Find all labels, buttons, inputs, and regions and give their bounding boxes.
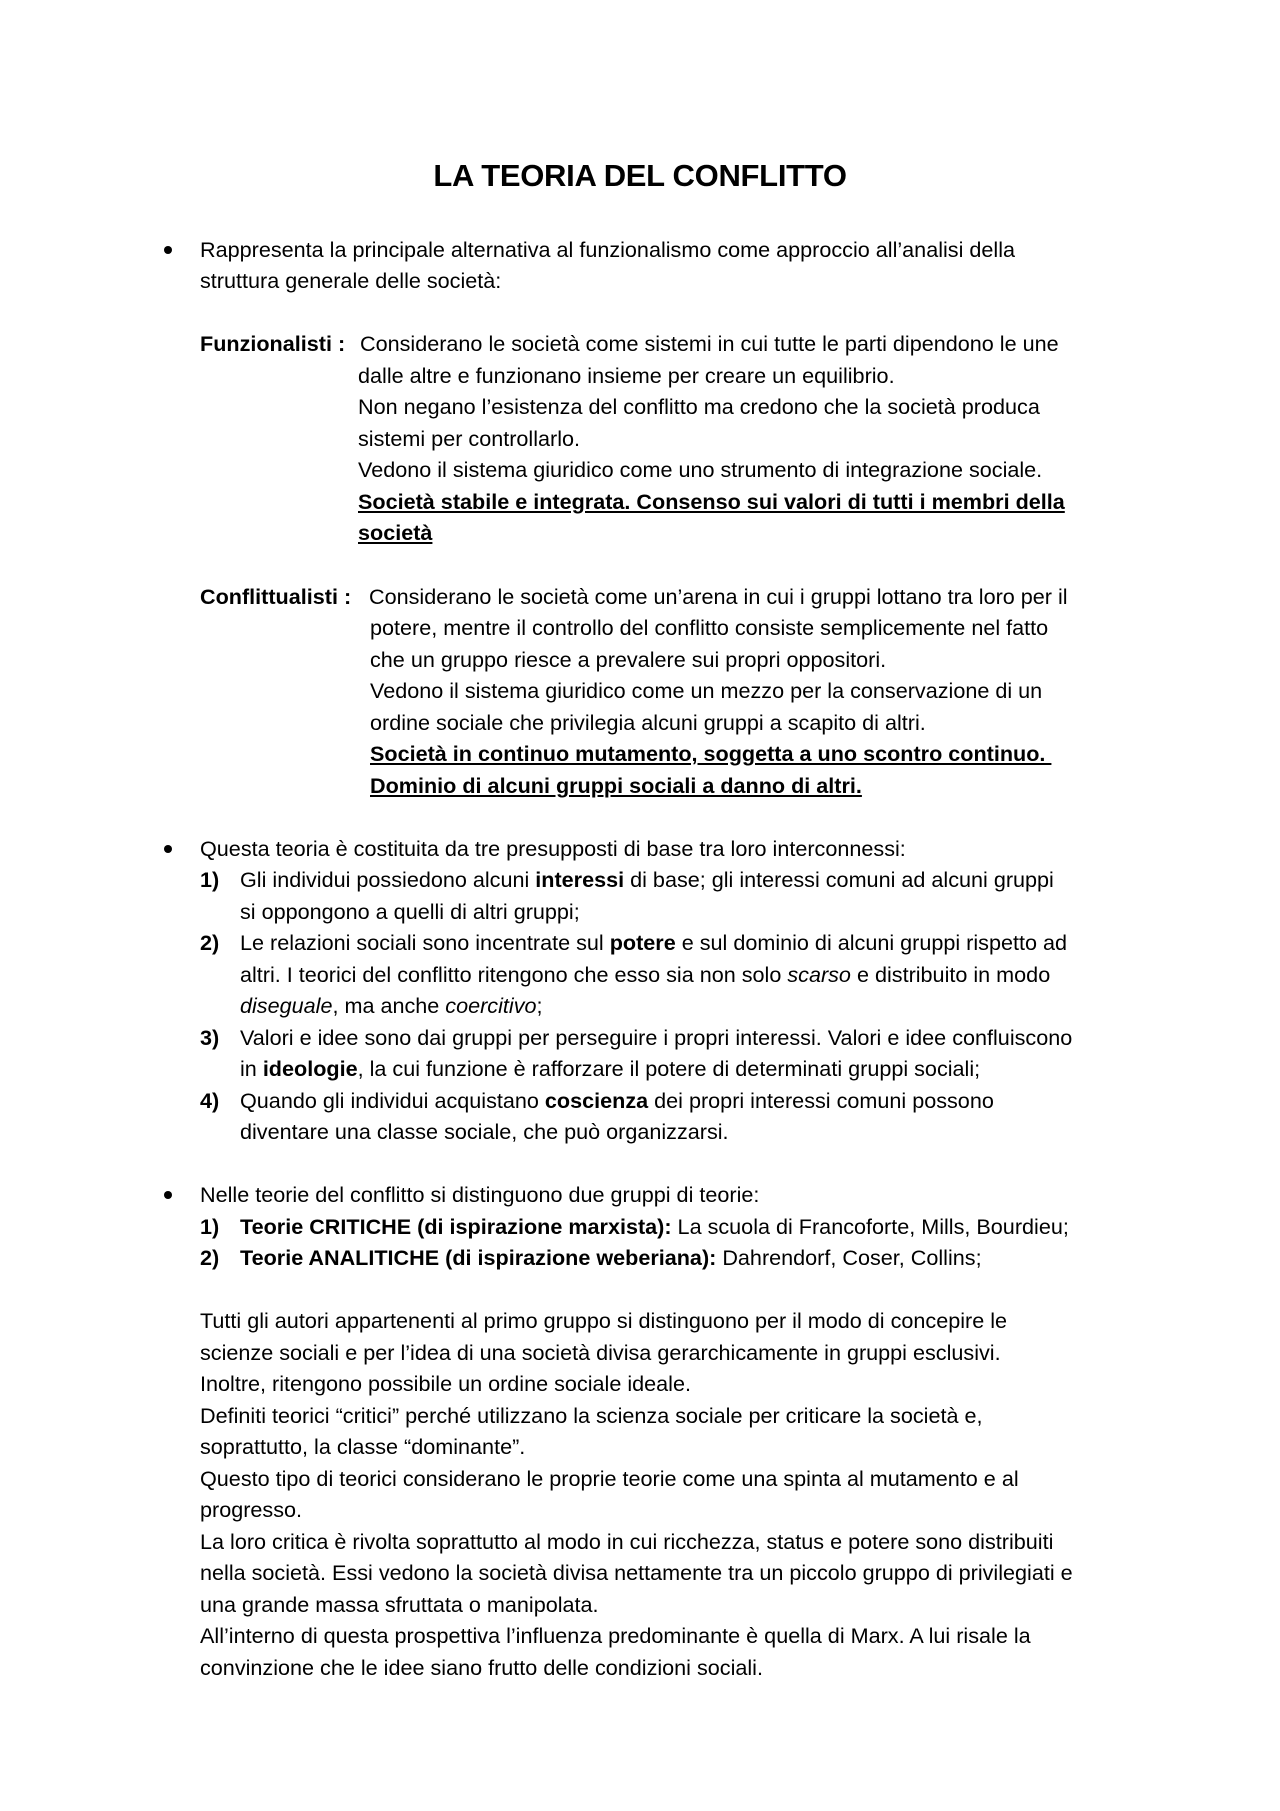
list-number: 1) [200,1214,220,1239]
text-run: Dahrendorf, Coser, Collins; [716,1245,982,1270]
conflittualisti-line: Vedono il sistema giuridico come un mezzo per la conservazione di un [370,678,1043,703]
funzionalisti-emphasis: società [358,520,433,545]
conclusion-line: soprattutto, la classe “dominante”. [200,1434,526,1459]
funzionalisti-line: sistemi per controllarlo. [358,426,581,451]
conflittualisti-emphasis: Dominio di alcuni gruppi sociali a danno di altri. [370,773,862,798]
text-run: ; [536,993,543,1018]
conclusion-line: nella società. Essi vedono la società divisa nettamente tra un piccolo gruppo di privilegiati e [200,1560,1073,1585]
presupposti-intro: Questa teoria è costituita da tre presupposti di base tra loro interconnessi: [200,836,906,861]
bullet-dot [164,1191,172,1199]
keyword: interessi [535,867,625,892]
funzionalisti-line: Non negano l’esistenza del conflitto ma credono che la società produca [358,394,1040,419]
text-run: La scuola di Francoforte, Mills, Bourdieu; [671,1214,1069,1239]
text-run: Le relazioni sociali sono incentrate sul [240,930,610,955]
bullet-dot [164,845,172,853]
conclusion-line: Inoltre, ritengono possibile un ordine sociale ideale. [200,1371,691,1396]
list-item-line: si oppongono a quelli di altri gruppi; [240,899,580,924]
theory-label: Teorie ANALITICHE (di ispirazione weberiana): [240,1245,717,1270]
conclusion-line: Tutti gli autori appartenenti al primo gruppo si distinguono per il modo di concepire le [200,1308,1008,1333]
list-item-line [240,1211,1069,1243]
list-number: 1) [200,867,220,892]
list-item-line: diventare una classe sociale, che può organizzarsi. [240,1119,729,1144]
list-item-line [240,1085,994,1117]
conflittualisti-line: ordine sociale che privilegia alcuni gruppi a scapito di altri. [370,710,926,735]
list-item-line [240,959,1050,991]
conclusion-line: progresso. [200,1497,303,1522]
funzionalisti-line: dalle altre e funzionano insieme per creare un equilibrio. [358,363,895,388]
keyword: potere [609,930,676,955]
conclusion-line: Definiti teorici “critici” perché utilizzano la scienza sociale per criticare la società e, [200,1403,983,1428]
list-item-line: Valori e idee sono dai gruppi per perseguire i propri interessi. Valori e idee confluiscono [240,1025,1073,1050]
text-run: e sul dominio di alcuni gruppi rispetto ad [675,930,1068,955]
conflittualisti-line: Considerano le società come un’arena in cui i gruppi lottano tra loro per il [369,584,1068,609]
page-title: LA TEORIA DEL CONFLITTO [433,158,847,193]
text-run: di base; gli interessi comuni ad alcuni gruppi [624,867,1054,892]
text-run: in [240,1056,263,1081]
conflittualisti-label: Conflittualisti : [200,584,352,609]
conclusion-line: una grande massa sfruttata o manipolata. [200,1592,599,1617]
bullet-dot [164,246,172,254]
conclusion-line: La loro critica è rivolta soprattutto al modo in cui ricchezza, status e potere sono distribuiti [200,1529,1054,1554]
intro-line: Rappresenta la principale alternativa al funzionalismo come approccio all’analisi della [200,237,1016,262]
theory-label: Teorie CRITICHE (di ispirazione marxista): [240,1214,672,1239]
list-item-line [240,1242,982,1274]
list-number: 2) [200,930,220,955]
list-number: 3) [200,1025,220,1050]
conclusion-line: scienze sociali e per l’idea di una società divisa gerarchicamente in gruppi esclusivi. [200,1340,1001,1365]
conclusion-line: Questo tipo di teorici considerano le proprie teorie come una spinta al mutamento e al [200,1466,1019,1491]
funzionalisti-label: Funzionalisti : [200,331,346,356]
italic-word: coercitivo [445,993,537,1018]
conflittualisti-line: che un gruppo riesce a prevalere sui propri oppositori. [370,647,887,672]
keyword: coscienza [544,1088,649,1113]
list-item-line [240,990,543,1022]
funzionalisti-line: Considerano le società come sistemi in cui tutte le parti dipendono le une [360,331,1059,356]
italic-word: scarso [787,962,851,987]
conclusion-line: convinzione che le idee siano frutto delle condizioni sociali. [200,1655,763,1680]
gruppi-intro: Nelle teorie del conflitto si distinguono due gruppi di teorie: [200,1182,760,1207]
text-run: altri. I teorici del conflitto ritengono che esso sia non solo [240,962,788,987]
intro-line: struttura generale delle società: [200,268,502,293]
list-item-line [240,864,1054,896]
funzionalisti-emphasis: Società stabile e integrata. Consenso sui valori di tutti i membri della [358,489,1065,514]
list-item-line [240,927,1067,959]
conflittualisti-line: potere, mentre il controllo del conflitto consiste semplicemente nel fatto [370,615,1049,640]
keyword: ideologie [262,1056,358,1081]
list-number: 4) [200,1088,220,1113]
funzionalisti-line: Vedono il sistema giuridico come uno strumento di integrazione sociale. [358,457,1043,482]
list-item-line [240,1053,980,1085]
italic-word: diseguale [240,993,333,1018]
list-number: 2) [200,1245,220,1270]
text-run: e distribuito in modo [850,962,1051,987]
conflittualisti-emphasis: Società in continuo mutamento, soggetta a uno scontro continuo. [370,741,1052,766]
text-run: dei propri interessi comuni possono [648,1088,994,1113]
conclusion-line: All’interno di questa prospettiva l’influenza predominante è quella di Marx. A lui risale la [200,1623,1031,1648]
text-run: , la cui funzione è rafforzare il potere di determinati gruppi sociali; [357,1056,981,1081]
text-run: Quando gli individui acquistano [240,1088,545,1113]
text-run: , ma anche [332,993,446,1018]
text-run: Gli individui possiedono alcuni [240,867,536,892]
